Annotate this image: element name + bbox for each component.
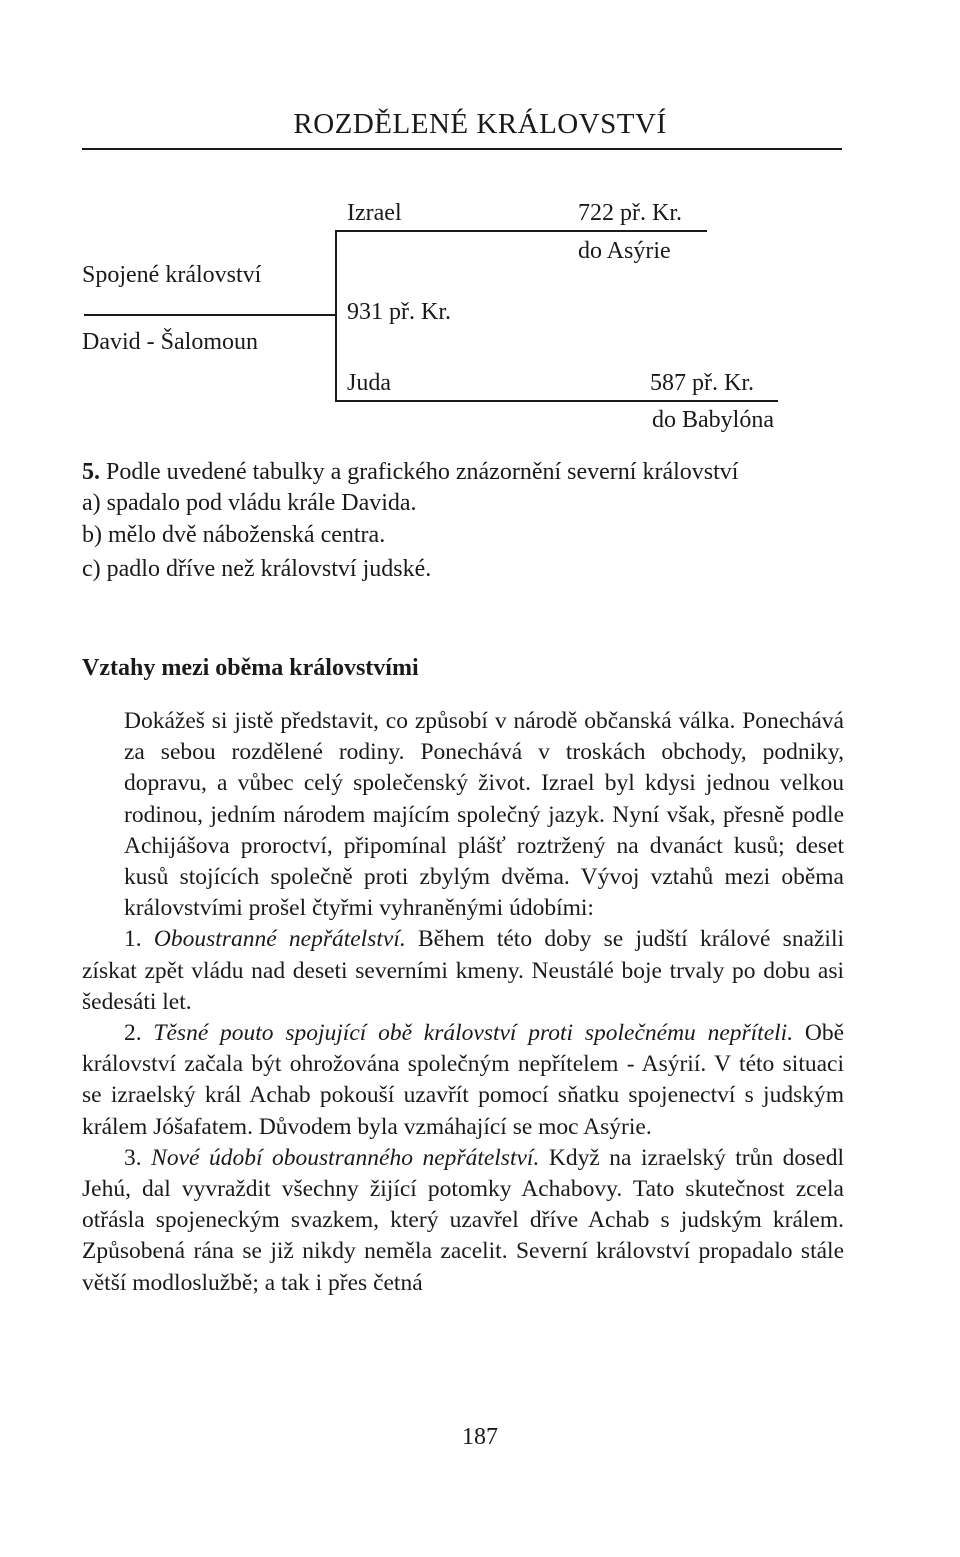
period-1-text: Během této doby se judští králové snažili získat zpět vládu nad deseti severními kmeny. Neustálé boje trvaly po dobu asi šedesáti let. <box>82 926 845 1015</box>
section-body <box>82 706 844 1299</box>
question-option-c: c) padlo dříve než království judské. <box>82 556 432 582</box>
period-3-title: Nové údobí oboustranného nepřátelství. <box>151 1144 540 1171</box>
israel-timeline-line <box>335 230 707 232</box>
israel-end-year: 722 př. Kr. <box>578 200 682 226</box>
page-number: 187 <box>462 1424 498 1450</box>
period-2-text: Obě království začala být ohrožována společným nepřítelem - Asýrií. V této situaci se izraelský král Achab pokouší uzavřít pomocí sňatku spojenectví s judským králem Jóšafatem. Důvodem byla vzmáhající se moc Asýrie. <box>82 1020 845 1140</box>
judah-timeline-line <box>335 400 778 402</box>
judah-end-year: 587 př. Kr. <box>650 370 754 396</box>
united-timeline-line <box>84 314 337 316</box>
judah-end-fate: do Babylóna <box>652 407 774 433</box>
split-vertical-line <box>335 230 337 402</box>
section-heading: Vztahy mezi oběma královstvími <box>82 655 419 681</box>
question-text: Podle uvedené tabulky a grafického znázornění severní království <box>106 459 739 485</box>
period-1-title: Oboustranné nepřátelství. <box>153 926 406 953</box>
header-rule <box>82 148 842 150</box>
united-kingdom-label: Spojené království <box>82 262 262 288</box>
judah-label: Juda <box>347 370 391 396</box>
period-3-number: 3. <box>124 1144 142 1171</box>
question-stem <box>82 459 738 486</box>
intro-paragraph: Dokážeš si jistě představit, co způsobí v národě občanská válka. Ponechává za sebou rozdělené rodiny. Ponechává v troskách obchody, podniky, dopravu, a vůbec celý společenský život. Izrael byl kdysi jednou velkou rodinou, jedním národem majícím společný jazyk. Nyní však, přesně podle Achijášova proroctví, připomínal plášť roztržený na dvanáct kusů; deset kusů stojících společně proti zbylým dvěma. Vývoj vztahů mezi oběma královstvími prošel čtyřmi vyhraněnými údobími: <box>124 708 844 922</box>
question-option-b: b) mělo dvě náboženská centra. <box>82 522 386 548</box>
page-header-title: ROZDĚLENÉ KRÁLOVSTVÍ <box>293 108 667 140</box>
united-rulers-label: David - Šalomoun <box>82 329 258 355</box>
question-number: 5. <box>82 459 100 485</box>
israel-label: Izrael <box>347 200 402 226</box>
period-3-paragraph <box>82 1143 844 1299</box>
israel-end-fate: do Asýrie <box>578 238 671 264</box>
period-1-number: 1. <box>124 926 142 953</box>
split-year-label: 931 př. Kr. <box>347 299 451 325</box>
period-2-title: Těsné pouto spojující obě království proti společnému nepříteli. <box>153 1020 794 1047</box>
period-2-paragraph <box>82 1018 844 1143</box>
period-1-paragraph <box>82 924 844 1018</box>
question-option-a: a) spadalo pod vládu krále Davida. <box>82 490 417 516</box>
period-3-text: Když na izraelský trůn dosedl Jehú, dal vyvraždit všechny žijící potomky Achabovy. Tato skutečnost zcela otřásla spojeneckým svazkem, který uzavřel dříve Achab s judským králem. Způsobená rána se již nikdy neměla zacelit. Severní království propadalo stále větší modloslužbě; a tak i přes četná <box>82 1144 845 1296</box>
period-2-number: 2. <box>124 1020 142 1047</box>
